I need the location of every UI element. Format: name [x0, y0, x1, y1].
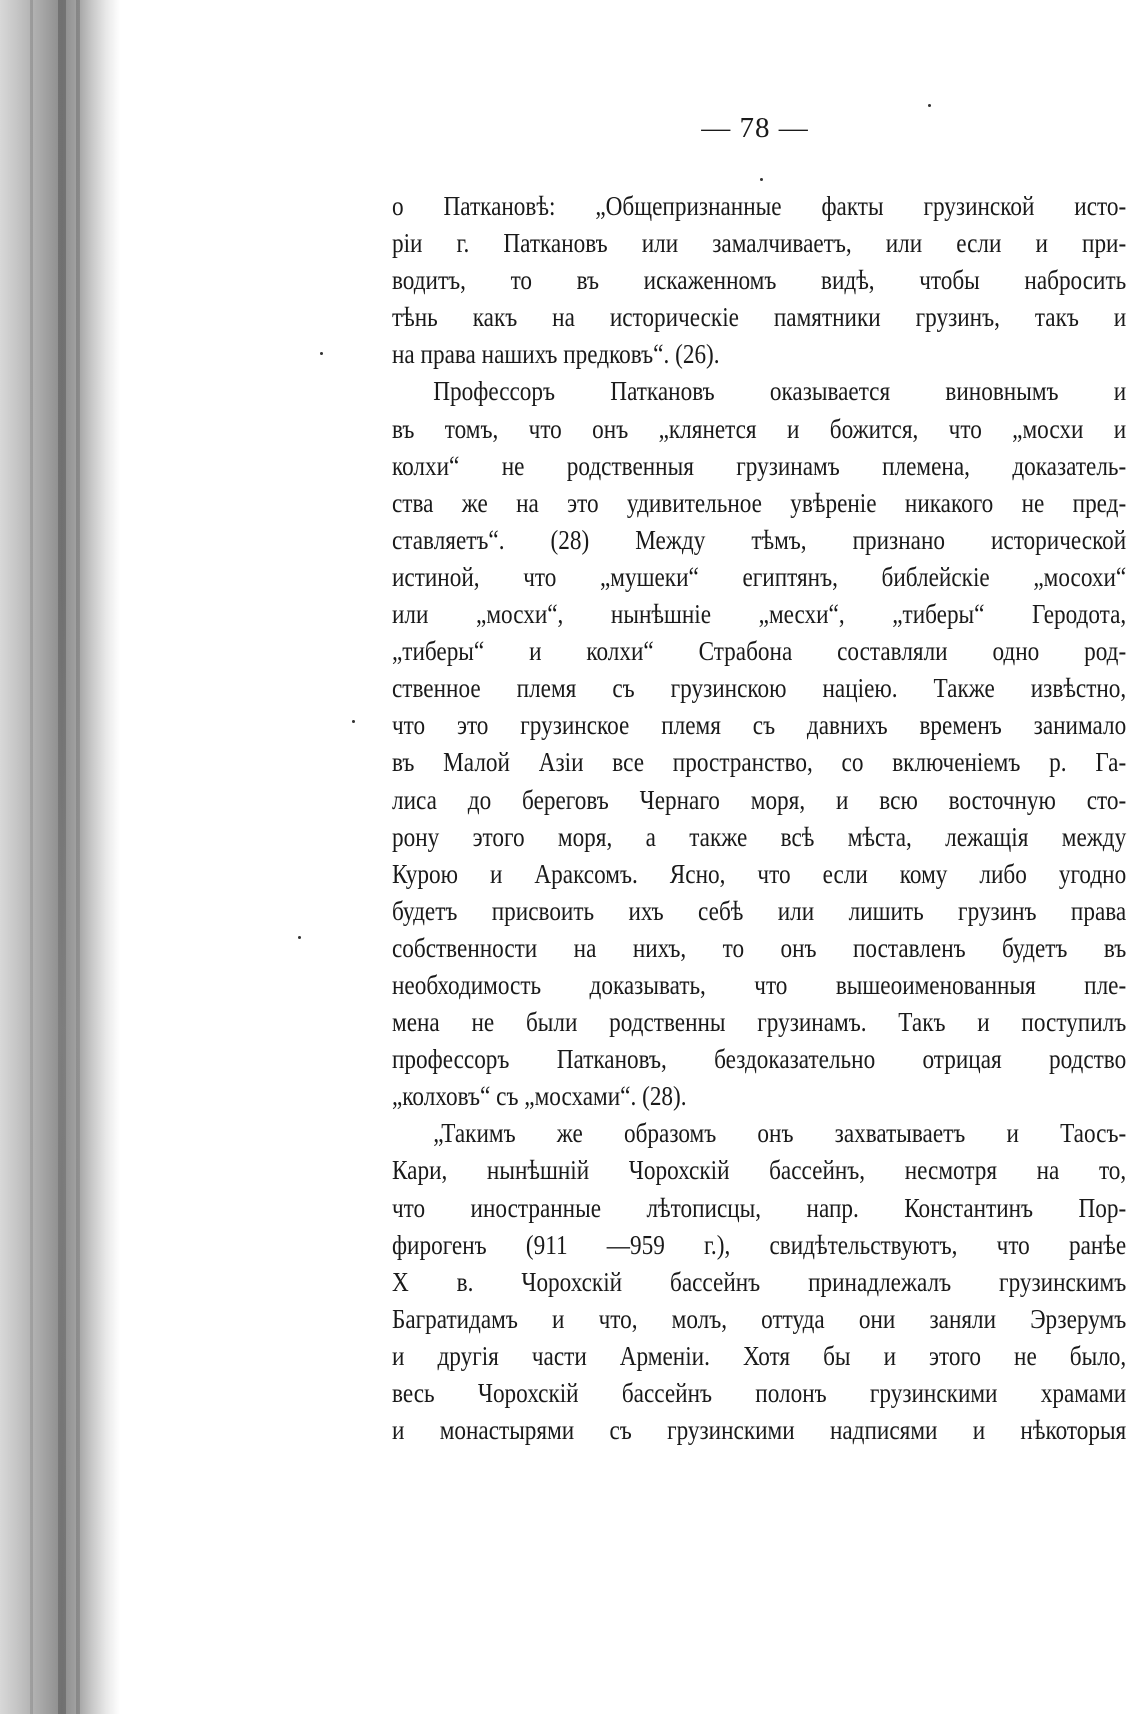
text-line: Профессоръ Паткановъ оказывается виновнымъ и	[433, 376, 1127, 407]
paper-speck	[320, 352, 323, 355]
text-line: ріи г. Паткановъ или замалчиваетъ, или если и при-	[392, 228, 1127, 259]
text-line: Курою и Араксомъ. Ясно, что если кому либо угодно	[392, 858, 1127, 889]
text-line: „тиберы“ и колхи“ Страбона составляли одно род-	[392, 636, 1127, 667]
text-line: на права нашихъ предковъ“. (26).	[392, 339, 720, 370]
binding-streak	[30, 0, 33, 1714]
text-line: Багратидамъ и что, молъ, оттуда они заняли Эрзерумъ	[392, 1303, 1127, 1334]
text-line: о Паткановѣ: „Общепризнанные факты грузинской исто-	[392, 191, 1127, 221]
text-line: необходимость доказывать, что вышеоименованныя пле-	[392, 969, 1127, 1000]
text-line: въ томъ, что онъ „клянется и божится, что „мосхи и	[392, 413, 1127, 444]
paper-speck	[298, 936, 301, 939]
text-line: и другія части Арменіи. Хотя бы и этого не было,	[392, 1340, 1127, 1371]
binding-streak	[76, 0, 80, 1714]
text-line: X в. Чорохскій бассейнъ принадлежалъ грузинскимъ	[392, 1266, 1127, 1297]
text-line: рону этого моря, а также всѣ мѣста, лежащія между	[392, 821, 1127, 852]
paper-speck	[352, 720, 355, 723]
text-line: собственности на нихъ, то онъ поставленъ будетъ въ	[392, 932, 1127, 963]
text-line: водитъ, то въ искаженномъ видѣ, чтобы набросить	[392, 265, 1127, 296]
paper-speck	[760, 178, 763, 181]
body-text	[392, 188, 1128, 1449]
text-line: весь Чорохскій бассейнъ полонъ грузинскими храмами	[392, 1378, 1127, 1408]
text-line: въ Малой Азіи все пространство, со включеніемъ р. Га-	[392, 747, 1127, 778]
text-line: что иностранные лѣтописцы, напр. Константинъ Пор-	[392, 1192, 1127, 1223]
text-line: профессоръ Паткановъ, бездоказательно отрицая родство	[392, 1044, 1127, 1075]
page-number: — 78 —	[701, 112, 809, 144]
text-line: „Такимъ же образомъ онъ захватываетъ и Таосъ-	[433, 1118, 1127, 1149]
text-line: ственное племя съ грузинскою націею. Также извѣстно,	[392, 673, 1127, 704]
text-line: колхи“ не родственныя грузинамъ племена, доказатель-	[392, 450, 1127, 481]
text-line: будетъ присвоить ихъ себѣ или лишить грузинъ права	[392, 895, 1127, 926]
text-line: истиной, что „мушеки“ египтянъ, библейскіе „мосохи“	[392, 561, 1127, 592]
binding-streak	[58, 0, 66, 1714]
paper-speck	[928, 104, 931, 107]
text-line: или „мосхи“, нынѣшніе „месхи“, „тиберы“ Геродота,	[392, 599, 1127, 630]
text-line: ства же на это удивительное увѣреніе никакого не пред-	[392, 487, 1127, 518]
text-line: фирогенъ (911 —959 г.), свидѣтельствуютъ, что ранѣе	[392, 1229, 1127, 1260]
text-line: лиса до береговъ Чернаго моря, и всю восточную сто-	[392, 784, 1127, 815]
book-binding-shadow	[0, 0, 120, 1714]
text-line: ставляетъ“. (28) Между тѣмъ, признано исторической	[392, 524, 1127, 555]
text-line: тѣнь какъ на историческіе памятники грузинъ, такъ и	[392, 302, 1127, 333]
text-line: Кари, нынѣшній Чорохскій бассейнъ, несмотря на то,	[392, 1155, 1127, 1186]
text-line: „колховъ“ съ „мосхами“. (28).	[392, 1081, 687, 1112]
text-line: мена не были родственны грузинамъ. Такъ и поступилъ	[392, 1007, 1127, 1038]
text-line: что это грузинское племя съ давнихъ временъ занимало	[392, 710, 1127, 741]
text-line: и монастырями съ грузинскими надписями и нѣкоторыя	[392, 1415, 1127, 1446]
